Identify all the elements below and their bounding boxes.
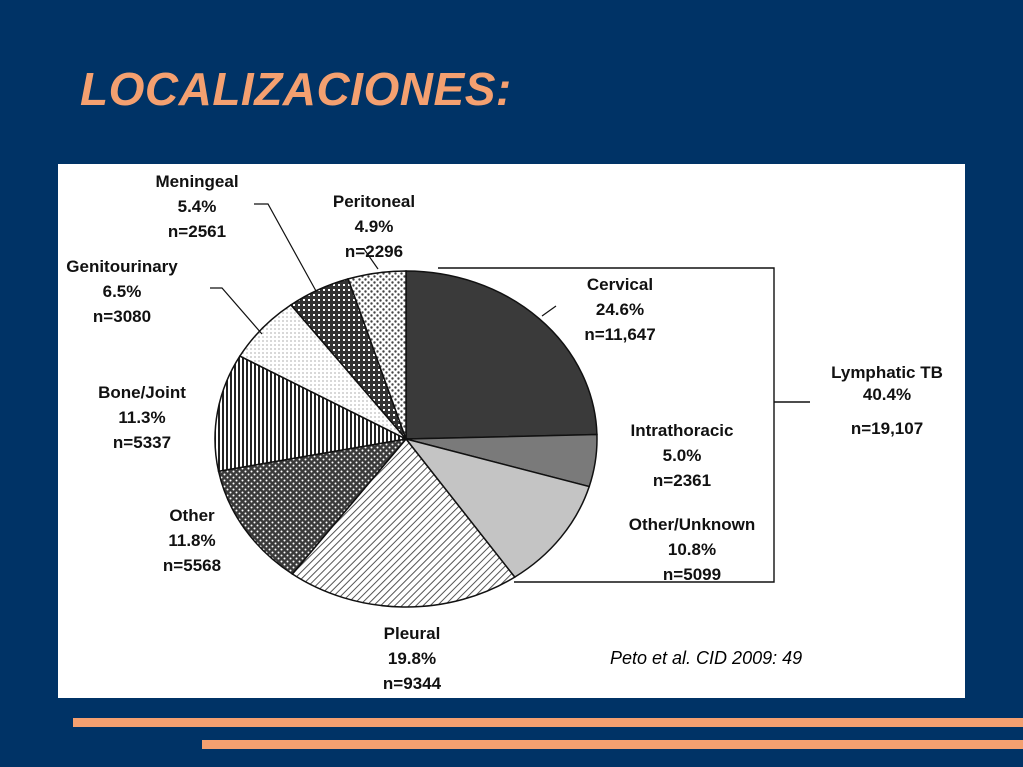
label-genitourinary [66,257,178,326]
label-peritoneal [333,192,415,261]
label-count-bone-joint: n=5337 [112,433,172,452]
label-count-cervical: n=11,647 [584,325,656,344]
slide-title: LOCALIZACIONES: [80,63,512,115]
chart-panel [58,164,965,698]
label-percent-bone-joint: 11.3% [118,408,166,427]
label-count-meningeal: n=2561 [167,222,227,241]
label-percent-peritoneal: 4.9% [354,217,394,236]
label-percent-other-unknown: 10.8% [667,540,717,559]
label-percent-intrathoracic: 5.0% [662,446,702,465]
label-percent-pleural: 19.8% [387,649,437,668]
label-percent-other: 11.8% [168,531,216,550]
label-name-bone-joint: Bone/Joint [98,383,186,402]
label-name-other-unknown: Other/Unknown [628,515,756,534]
leader-line-cervical [542,306,556,316]
label-percent-cervical: 24.6% [595,300,645,319]
label-name-intrathoracic: Intrathoracic [630,421,734,440]
label-count-genitourinary: n=3080 [92,307,152,326]
label-count-intrathoracic: n=2361 [652,471,712,490]
label-percent-genitourinary: 6.5% [102,282,142,301]
label-other-unknown [629,515,756,584]
label-cervical [584,275,655,344]
label-meningeal [155,172,238,241]
label-percent-meningeal: 5.4% [177,197,217,216]
pie-slice-cervical [406,271,597,439]
label-intrathoracic [631,421,734,490]
label-count-pleural: n=9344 [382,674,442,693]
pie-slices [215,271,597,607]
leader-line-meningeal [254,204,316,291]
group-label-name: Lymphatic TB [831,363,943,382]
label-name-other: Other [169,506,215,525]
group-label-count: n=19,107 [850,419,924,438]
label-count-other: n=5568 [162,556,222,575]
leader-line-genitourinary [210,288,262,334]
label-name-pleural: Pleural [383,624,441,643]
label-name-meningeal: Meningeal [155,172,239,191]
accent-bar-bottom [202,740,1023,749]
label-bone-joint [98,383,186,452]
citation: Peto et al. CID 2009: 49 [610,648,803,668]
accent-bar-top [73,718,1023,727]
label-count-peritoneal: n=2296 [344,242,404,261]
group-label-percent: 40.4% [862,385,912,404]
label-name-genitourinary: Genitourinary [66,257,178,276]
label-other [163,506,221,575]
label-name-cervical: Cervical [586,275,654,294]
label-pleural [383,624,442,693]
label-name-peritoneal: Peritoneal [332,192,416,211]
pie-chart [58,164,965,698]
label-count-other-unknown: n=5099 [662,565,722,584]
